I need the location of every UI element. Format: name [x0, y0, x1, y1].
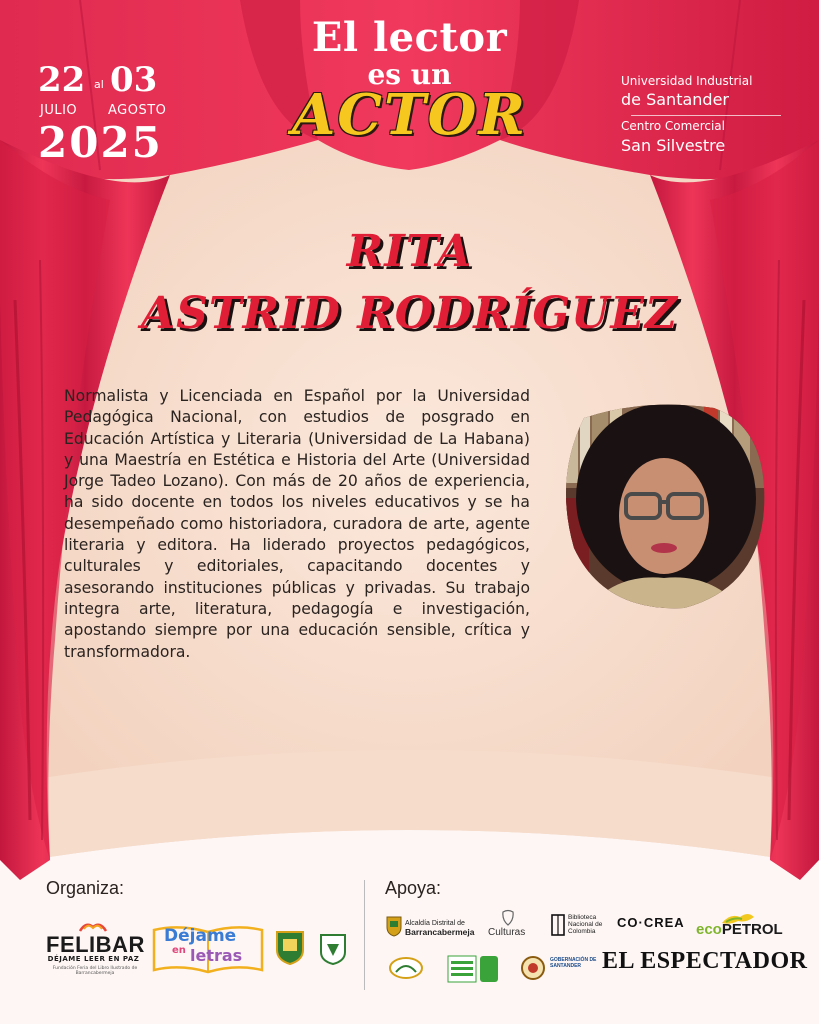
- sanSilvestre-logo: [388, 956, 424, 980]
- felibar-logo-text: FELIBAR: [46, 932, 145, 957]
- date-end-day: 03: [110, 60, 158, 100]
- shield-logo-white: [318, 932, 348, 966]
- guest-bio: Normalista y Licenciada en Español por la Universidad Pedagógica Nacional, con estudios de posgrado en Educación Artística y Literaria (Universidad de La Habana) y una Maestría en Estética e Historia del Arte (Universidad Jorge Tadeo Lozano). Con más de 20 años de experiencia, ha sido docente en todos los niveles educativos y se ha desempeñado como historiadora, curadora de arte, agente literaria y editora. Ha liderado proyectos pedagógicos, culturales y editoriales, capacitando docentes y asesorando instituciones públicas y privadas. Su trabajo integra arte, literatura, pedagogía e investigación, apostando siempre por una educación sensible, crítica y transformadora.: [64, 387, 530, 661]
- venue1-line2: de Santander: [621, 90, 729, 109]
- venue2-line2: San Silvestre: [621, 136, 726, 155]
- dejame-letras-word: letras: [190, 946, 243, 965]
- dejame-word: Déjame: [164, 926, 237, 946]
- felibar-book-icon: [78, 917, 108, 933]
- event-title-line1: El lector: [311, 14, 508, 61]
- guest-name-line1: RITA: [346, 226, 473, 277]
- ecopetrol-logo-text: [696, 921, 783, 938]
- event-title-line3: ACTOR: [291, 82, 527, 148]
- felibar-caption: Fundación Feria del Libro Ilustrado de Barrancabermeja: [52, 966, 138, 976]
- ecopetrol-eco: eco: [696, 921, 722, 938]
- alcaldia-text-2: Barrancabermeja: [405, 927, 475, 937]
- date-start-month: JULIO: [40, 103, 78, 118]
- venue2-line1: Centro Comercial: [621, 119, 725, 133]
- organiza-label: Organiza:: [46, 878, 125, 898]
- biblioteca-icon: [551, 914, 565, 936]
- date-end-month: AGOSTO: [108, 103, 167, 118]
- alcaldia-text-1: Alcaldía Distrital de: [405, 920, 465, 927]
- event-title-line2: es un: [367, 58, 452, 91]
- shield-logo-green: [275, 930, 305, 966]
- apoya-label: Apoya:: [385, 878, 442, 898]
- date-connector: al: [94, 78, 104, 91]
- guest-portrait: [554, 398, 768, 612]
- guest-name-line2: ASTRID RODRÍGUEZ: [140, 288, 679, 339]
- alcaldia-shield-icon: [386, 915, 402, 937]
- footer-divider: [364, 880, 365, 990]
- gobernacion-text: GOBERNACIÓN DE SANTANDER: [550, 957, 597, 969]
- ecopetrol-petrol: PETROL: [721, 921, 783, 938]
- venue1-line1: Universidad Industrial: [621, 74, 753, 88]
- dejame-en-word: en: [172, 945, 186, 956]
- culturas-mask-icon: [500, 909, 516, 927]
- biblioteca-text: Biblioteca Nacional de Colombia: [568, 914, 603, 935]
- felibar-slogan: DÉJAME LEER EN PAZ: [47, 955, 140, 963]
- culturas-text: Culturas: [488, 927, 526, 938]
- venue-divider: [631, 115, 781, 116]
- date-year: 2025: [38, 118, 163, 167]
- el-espectador-logo: EL ESPECTADOR: [602, 948, 808, 974]
- seal-logo: [520, 955, 546, 981]
- uis-logo: [447, 955, 499, 983]
- cocrea-logo-text: CO·CREA: [617, 915, 685, 930]
- date-start-day: 22: [38, 60, 86, 100]
